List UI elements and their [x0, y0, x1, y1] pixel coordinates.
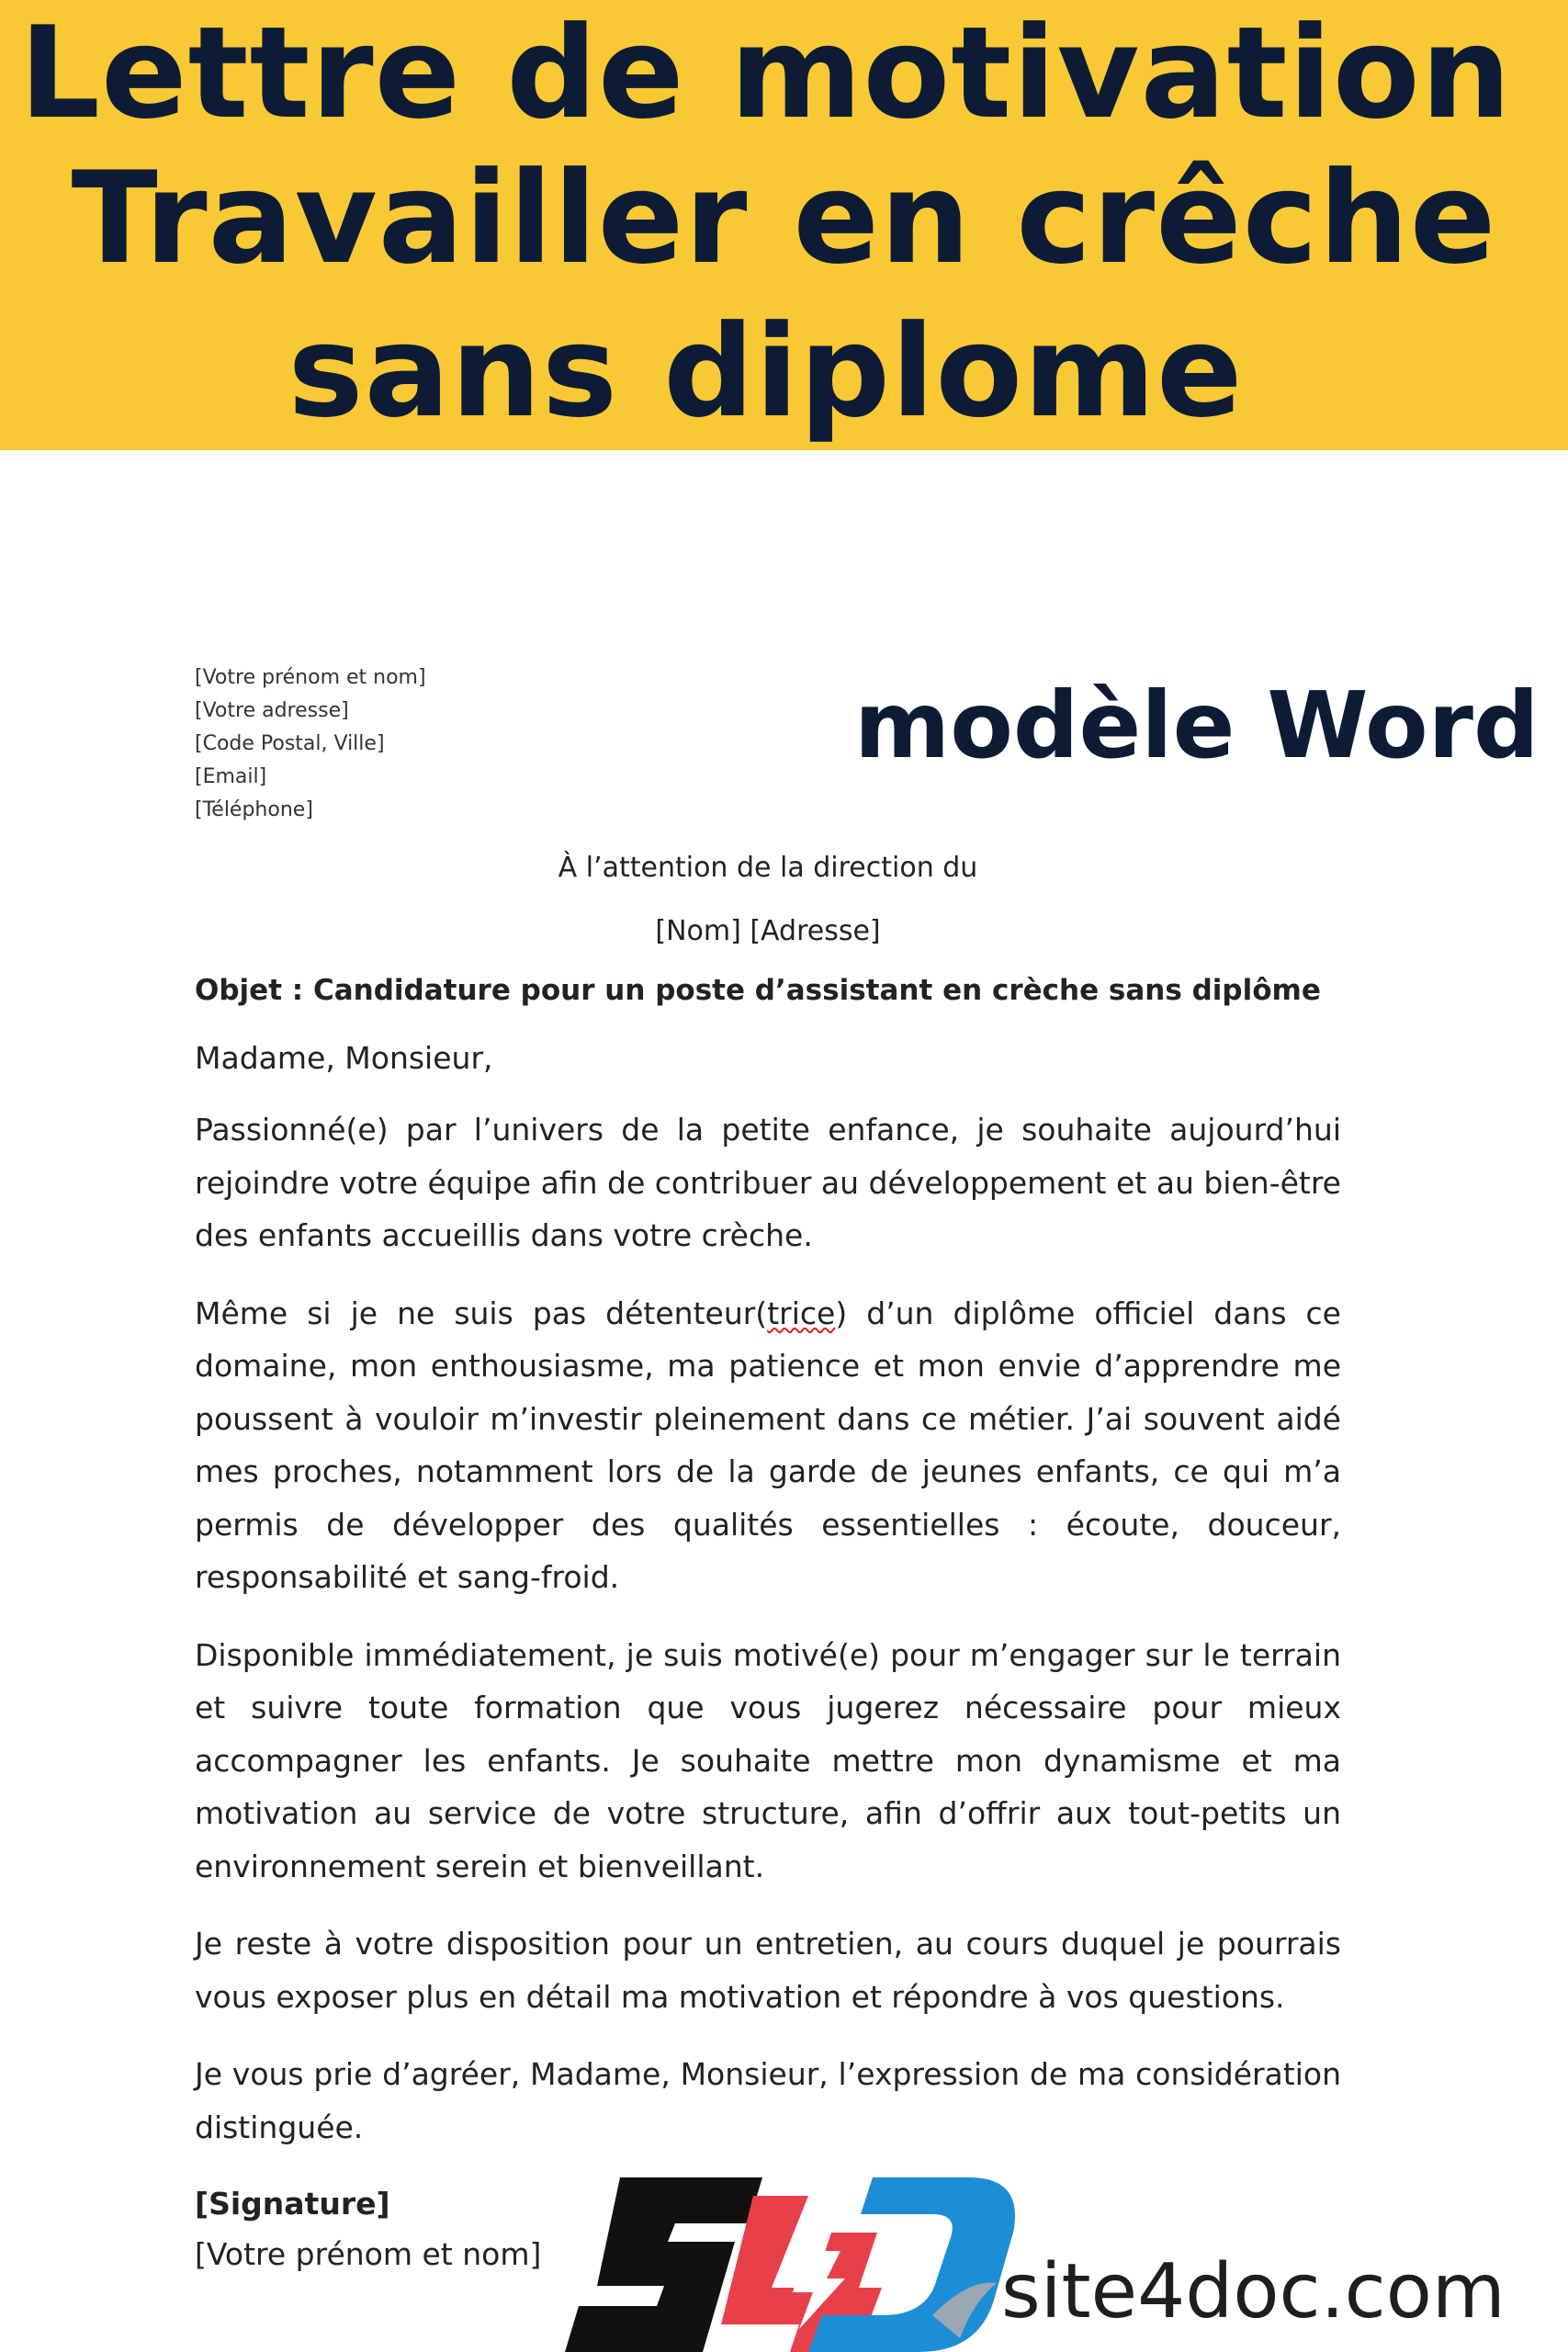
paragraph-2	[195, 1287, 1341, 1604]
paragraph-3: Disponible immédiatement, je suis motivé(e) pour m’engager sur le terrain et suivre toute formation que vous jugerez nécessaire pour mieux accompagner les enfants. Je souhaite mettre mon dynamisme et ma motivation au service de votre structure, afin d’offrir aux tout-petits un environnement serein et bienveillant.	[195, 1636, 1341, 1884]
spellcheck-marked-word: trice	[767, 1295, 836, 1331]
paragraph-5: Je vous prie d’agréer, Madame, Monsieur, l’expression de ma considération distinguée.	[195, 2056, 1341, 2145]
paragraph-4: Je reste à votre disposition pour un entretien, au cours duquel je pourrais vous exposer plus en détail ma motivation et répondre à vos questions.	[195, 1926, 1341, 2015]
s4d-logo-mark-icon	[565, 2141, 1024, 2352]
paragraph-2-start: Même si je ne suis pas détenteur(	[195, 1295, 768, 1331]
signature-label: [Signature]	[195, 2186, 390, 2222]
letter-subject: Objet : Candidature pour un poste d’assistant en crèche sans diplôme	[195, 974, 1321, 1007]
paragraph-2-end: ) d’un diplôme officiel dans ce domaine, mon enthousiasme, ma patience et mon envie d’apprendre me poussent à vouloir m’investir pleinement dans ce métier. J’ai souvent aidé mes proches, notamment lors de la garde de jeunes enfants, ce qui m’a permis de développer des qualités essentielles : écoute, douceur, responsabilité et sang-froid.	[195, 1295, 1341, 1595]
title-banner	[0, 0, 1568, 450]
banner-title-line-3: sans diplome	[288, 298, 1244, 446]
banner-title-line-1: Lettre de motivation	[19, 0, 1512, 147]
sender-email: [Email]	[195, 765, 267, 788]
logo-s-shape	[565, 2177, 762, 2352]
letter-body	[195, 662, 1341, 2279]
sender-city: [Code Postal, Ville]	[195, 732, 385, 755]
site4doc-logo	[565, 2141, 1568, 2352]
sender-name: [Votre prénom et nom]	[195, 666, 426, 689]
recipient-line-1: À l’attention de la direction du	[558, 852, 978, 884]
signature-name: [Votre prénom et nom]	[195, 2236, 542, 2272]
recipient-line-2: [Nom] [Adresse]	[655, 915, 881, 947]
paragraph-1: Passionné(e) par l’univers de la petite enfance, je souhaite aujourd’hui rejoindre votre équipe afin de contribuer au développement et au bien-être des enfants accueillis dans votre crèche.	[195, 1112, 1341, 1253]
sender-block	[195, 662, 1341, 827]
letter-salutation: Madame, Monsieur,	[195, 1040, 493, 1076]
site-url-text: site4doc.com	[1001, 2248, 1506, 2335]
sender-phone: [Téléphone]	[195, 798, 313, 821]
sender-address: [Votre adresse]	[195, 699, 349, 722]
banner-title-line-2: Travailler en crêche	[71, 144, 1497, 292]
word-template-badge: modèle Word	[854, 672, 1540, 779]
recipient-block	[195, 845, 1341, 955]
